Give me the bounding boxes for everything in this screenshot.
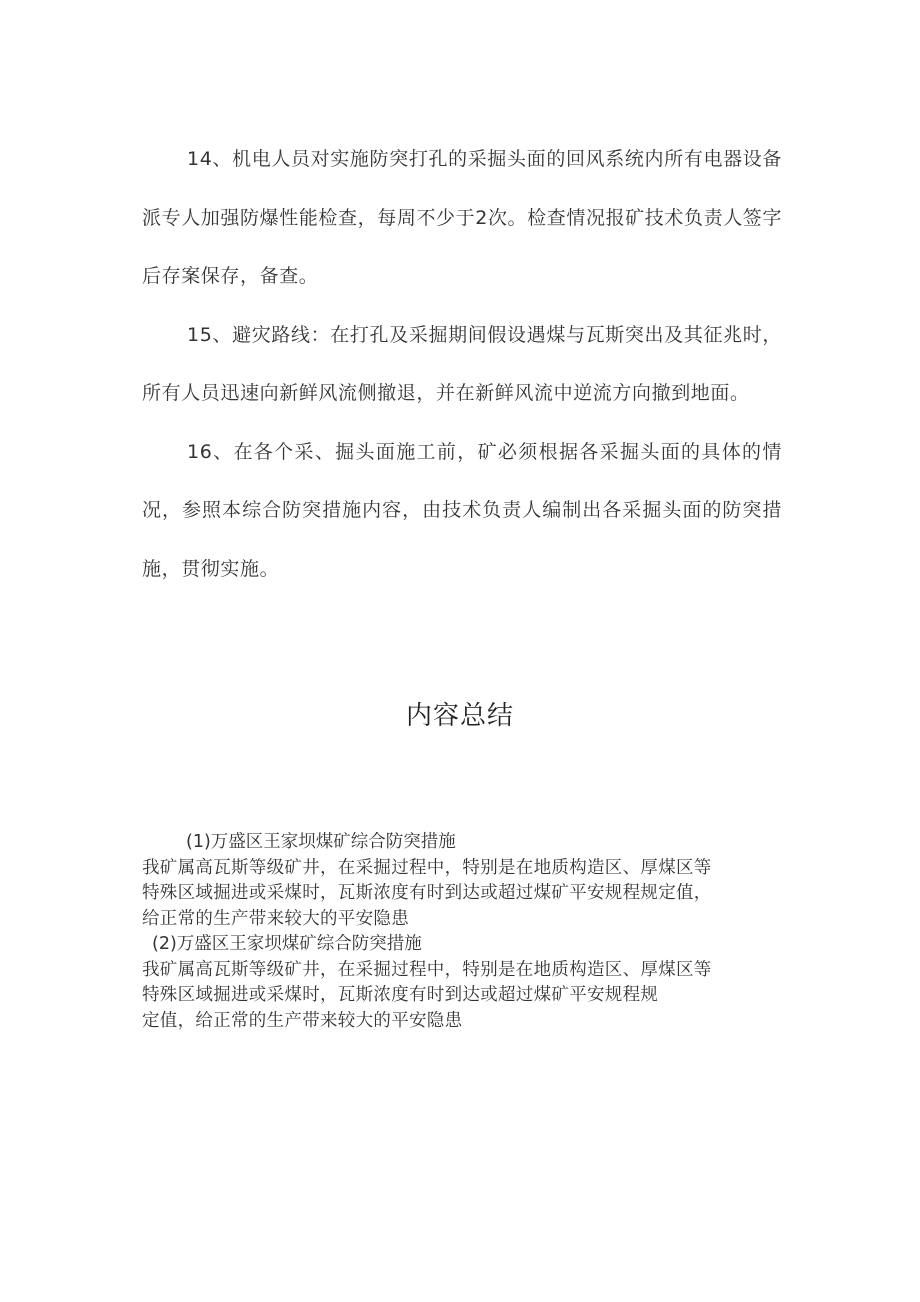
summary-line: 特殊区域掘进或采煤时，瓦斯浓度有时到达或超过煤矿平安规程规定值， [142, 883, 712, 903]
summary-line: 定值，给正常的生产带来较大的平安隐患 [142, 1010, 463, 1031]
paragraph-number: 15、 [187, 323, 233, 346]
paragraph-14 [142, 130, 782, 306]
summary-heading: (1)万盛区王家坝煤矿综合防突措施 [186, 832, 456, 852]
summary-item-1 [142, 830, 782, 932]
paragraph-text: 避灾路线：在打孔及采掘期间假设遇煤与瓦斯突出及其征兆时，所有人员迅速向新鲜风流侧撤退，并在新鲜风流中逆流方向撤到地面。 [142, 323, 782, 404]
summary-heading: (2)万盛区王家坝煤矿综合防突措施 [152, 934, 422, 954]
summary-title: 内容总结 [405, 701, 514, 731]
paragraph-16 [142, 423, 782, 599]
summary-section [142, 830, 782, 1034]
summary-line: 给正常的生产带来较大的平安隐患 [142, 908, 409, 929]
paragraph-number: 14、 [187, 148, 233, 170]
paragraph-15 [142, 306, 782, 423]
summary-line: 我矿属高瓦斯等级矿井，在采掘过程中，特别是在地质构造区、厚煤区等 [142, 857, 712, 878]
paragraph-text: 在各个采、掘头面施工前，矿必须根据各采掘头面的具体的情况，参照本综合防突措施内容，由技术负责人编制出各采掘头面的防突措施，贯彻实施。 [142, 440, 782, 580]
summary-line: 特殊区域掘进或采煤时，瓦斯浓度有时到达或超过煤矿平安规程规 [142, 985, 659, 1005]
summary-item-2 [142, 932, 782, 1034]
paragraph-number: 16、 [187, 440, 234, 463]
summary-line: 我矿属高瓦斯等级矿井，在采掘过程中，特别是在地质构造区、厚煤区等 [142, 959, 712, 980]
measures-section [142, 130, 782, 598]
paragraph-text: 机电人员对实施防突打孔的采掘头面的回风系统内所有电器设备派专人加强防爆性能检查，每周不少于2次。检查情况报矿技术负责人签字后存案保存，备查。 [142, 148, 782, 287]
